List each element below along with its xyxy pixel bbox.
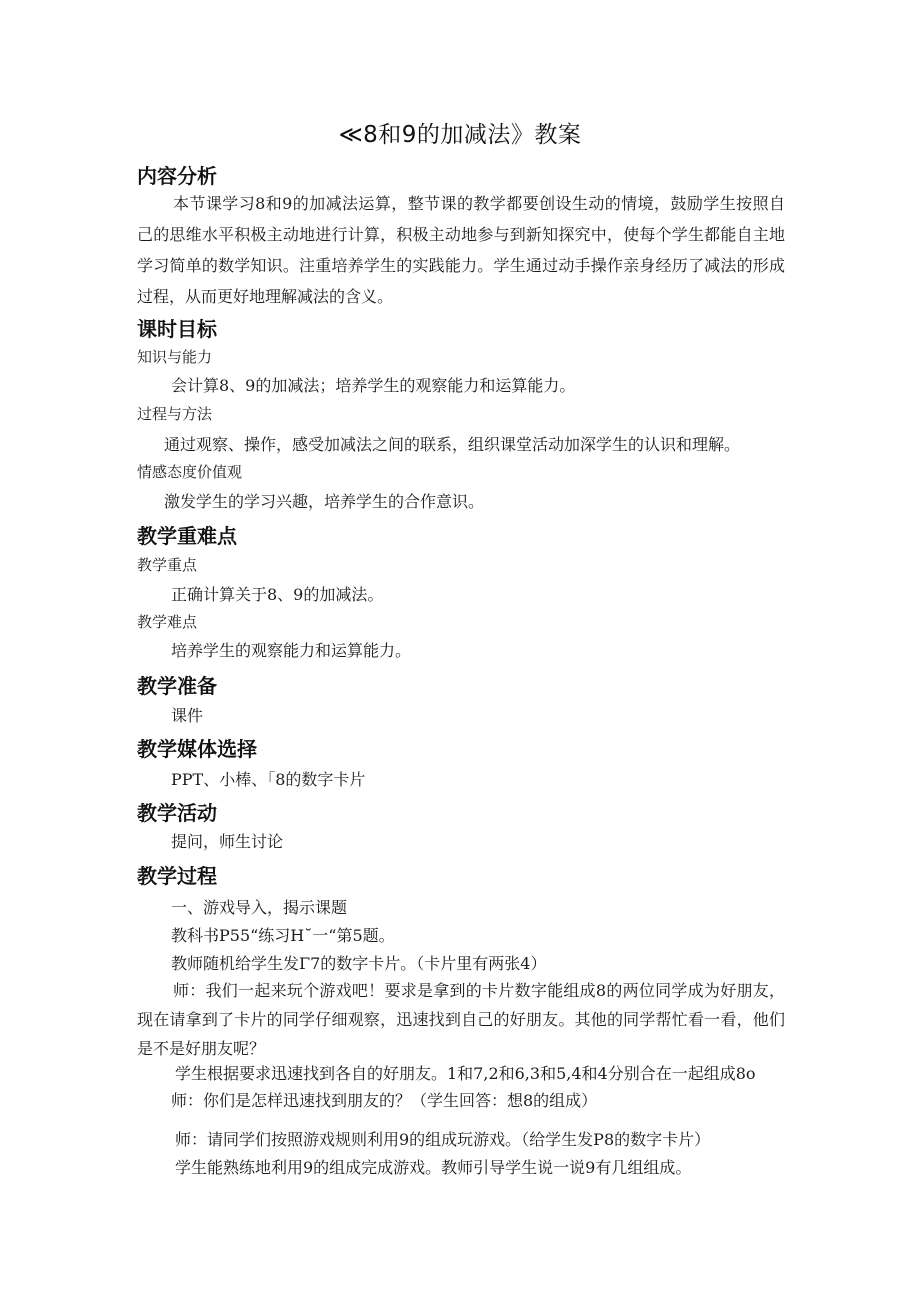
process-teacher-paragraph: 师：我们一起来玩个游戏吧！要求是拿到的卡片数字能组成8的两位同学成为好朋友，现在请拿到了卡片的同学仔细观察，迅速找到自己的好朋友。其他的同学帮忙看一看，他们是不是好朋友呢？ <box>137 981 785 1058</box>
process-line-5: 师：请同学们按照游戏规则利用9的组成玩游戏。（给学生发P8的数字卡片） <box>175 1130 711 1149</box>
heading-process: 教学过程 <box>137 864 217 888</box>
process-line-1: 教科书P55“练习H˘一“第5题。 <box>171 926 395 945</box>
text-teaching-focus: 正确计算关于8、9的加减法。 <box>171 585 384 604</box>
text-activity: 提问，师生讨论 <box>171 832 284 851</box>
document-title: ≪8和9的加减法》教案 <box>338 122 582 148</box>
text-process-method: 通过观察、操作，感受加减法之间的联系，组织课堂活动加深学生的认识和理解。 <box>164 435 741 454</box>
label-emotion-values: 情感态度价值观 <box>137 463 243 481</box>
text-knowledge-ability: 会计算8、9的加减法；培养学生的观察能力和运算能力。 <box>171 376 576 395</box>
process-line-3: 学生根据要求迅速找到各自的好朋友。1和7,2和6,3和5,4和4分别合在一起组成8o <box>175 1064 756 1083</box>
label-teaching-difficulty: 教学难点 <box>137 613 198 631</box>
process-line-2: 教师随机给学生发Γ7的数字卡片。（卡片里有两张4） <box>171 954 547 973</box>
text-emotion-values: 激发学生的学习兴趣，培养学生的合作意识。 <box>164 492 485 511</box>
process-step-1: 一、游戏导入，揭示课题 <box>171 898 348 917</box>
heading-key-points: 教学重难点 <box>137 524 237 548</box>
label-teaching-focus: 教学重点 <box>137 556 198 574</box>
label-knowledge-ability: 知识与能力 <box>137 348 213 366</box>
content-analysis-paragraph: 本节课学习8和9的加减法运算，整节课的教学都要创设生动的情境，鼓励学生按照自己的思维水平积极主动地进行计算，积极主动地参与到新知探究中，使每个学生都能自主地学习简单的数学知识。注重培养学生的实践能力。学生通过动手操作亲身经历了减法的形成过程，从而更好地理解减法的含义。 <box>137 194 785 306</box>
heading-content-analysis: 内容分析 <box>137 164 217 188</box>
text-teaching-difficulty: 培养学生的观察能力和运算能力。 <box>171 641 412 660</box>
text-media: PPT、小棒、「8的数字卡片 <box>171 770 366 789</box>
label-process-method: 过程与方法 <box>137 405 213 423</box>
process-line-6: 学生能熟练地利用9的组成完成游戏。教师引导学生说一说9有几组组成。 <box>175 1158 692 1177</box>
heading-media: 教学媒体选择 <box>137 737 257 761</box>
heading-objectives: 课时目标 <box>137 317 217 341</box>
heading-preparation: 教学准备 <box>137 674 217 698</box>
heading-activity: 教学活动 <box>137 801 217 825</box>
process-line-4: 师：你们是怎样迅速找到朋友的？（学生回答：想8的组成） <box>171 1091 598 1110</box>
text-preparation: 课件 <box>171 706 204 725</box>
